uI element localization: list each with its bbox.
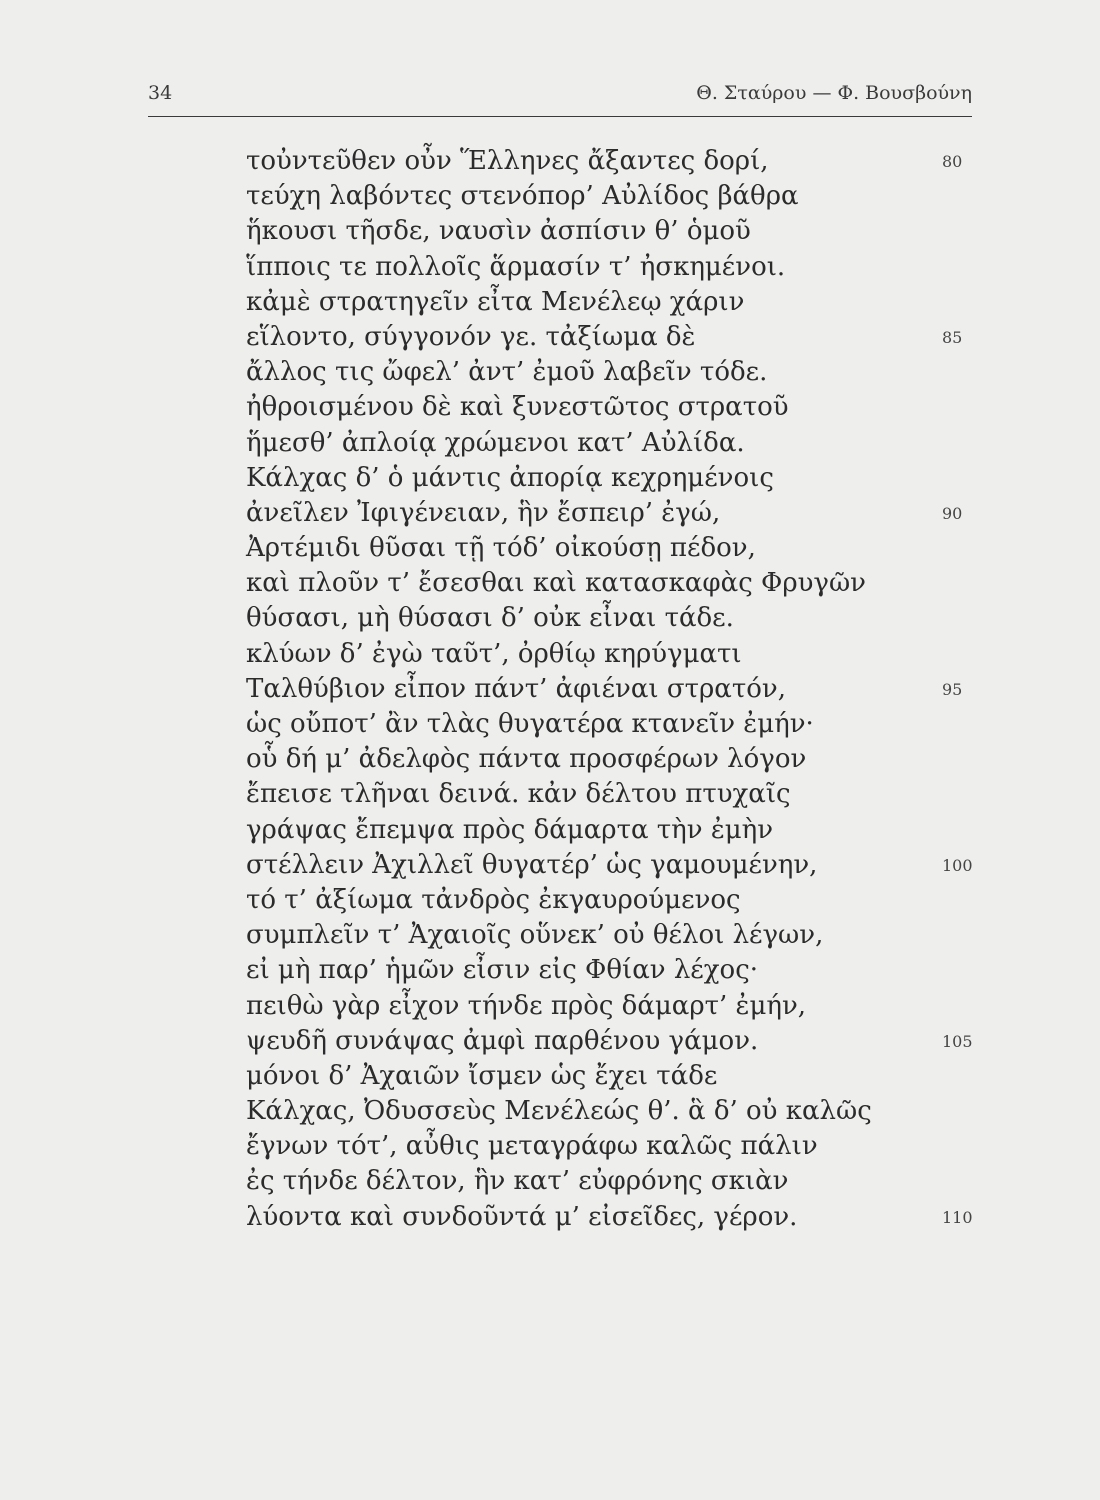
line-number: 100 <box>942 855 973 875</box>
verse-block <box>246 144 973 1235</box>
verse-line <box>246 320 966 355</box>
verse-line <box>246 777 966 812</box>
verse-line-text: τό τ’ ἀξίωμα τἀνδρὸς ἐκγαυρούμενος <box>246 884 741 915</box>
verse-line-text: στέλλειν Ἀχιλλεῖ θυγατέρ’ ὡς γαμουμένην, <box>246 849 818 880</box>
line-number: 90 <box>942 503 963 523</box>
verse-line-text: ἔγνων τότ’, αὖθις μεταγράφω καλῶς πάλιν <box>246 1131 818 1162</box>
verse-line-text: ἠθροισμένου δὲ καὶ ξυνεστῶτος στρατοῦ <box>246 392 789 423</box>
verse-line <box>246 496 966 531</box>
line-number: 95 <box>942 679 963 699</box>
line-number: 105 <box>942 1031 973 1051</box>
verse-line <box>246 426 966 461</box>
verse-line <box>246 1129 966 1164</box>
verse-line-text: Ταλθύβιον εἶπον πάντ’ ἀφιέναι στρατόν, <box>246 673 786 704</box>
verse-line <box>246 355 966 390</box>
verse-line <box>246 531 966 566</box>
verse-line <box>246 707 966 742</box>
verse-line-text: Ἀρτέμιδι θῦσαι τῇ τόδ’ οἰκούσῃ πέδον, <box>246 533 756 564</box>
verse-line <box>246 144 966 179</box>
verse-line-text: τεύχη λαβόντες στενόπορ’ Αὐλίδος βάθρα <box>246 181 799 212</box>
verse-line-text: οὗ δή μ’ ἀδελφὸς πάντα προσφέρων λόγον <box>246 744 807 775</box>
verse-line-text: εἵλοντο, σύγγονόν γε. τἀξίωμα δὲ <box>246 321 696 352</box>
running-head: Θ. Σταύρου — Φ. Βουσβούνη <box>696 82 972 104</box>
verse-line <box>246 601 966 636</box>
verse-line-text: τοὐντεῦθεν οὖν Ἕλληνες ἄξαντες δορί, <box>246 146 769 176</box>
verse-line <box>246 214 966 249</box>
verse-line-text: ψευδῆ συνάψας ἀμφὶ παρθένου γάμον. <box>246 1025 759 1056</box>
verse-line-text: λύοντα καὶ συνδοῦντά μ’ εἰσεῖδες, γέρον. <box>246 1201 798 1232</box>
verse-line-text: ἵπποις τε πολλοῖς ἅρμασίν τ’ ἠσκημένοι. <box>246 251 786 282</box>
verse-line-text: ἥμεσθ’ ἀπλοίᾳ χρώμενοι κατ’ Αὐλίδα. <box>246 427 745 458</box>
verse-line <box>246 637 966 672</box>
line-number: 80 <box>942 152 963 171</box>
verse-line-text: ἥκουσι τῆσδε, ναυσὶν ἀσπίσιν θ’ ὁμοῦ <box>246 216 751 247</box>
verse-line-text: γράψας ἔπεμψα πρὸς δάμαρτα τὴν ἐμὴν <box>246 814 774 845</box>
line-number: 85 <box>942 327 963 347</box>
verse-line-text: ἔπεισε τλῆναι δεινά. κἀν δέλτου πτυχαῖς <box>246 779 791 810</box>
verse-line <box>246 813 966 848</box>
verse-line-text: κἀμὲ στρατηγεῖν εἶτα Μενέλεῳ χάριν <box>246 286 745 317</box>
verse-line <box>246 989 966 1024</box>
verse-line <box>246 461 966 496</box>
verse-line <box>246 1200 973 1235</box>
verse-line <box>246 1164 966 1199</box>
verse-line <box>246 390 966 425</box>
verse-line <box>246 848 973 883</box>
verse-line <box>246 883 966 918</box>
verse-line-text: καὶ πλοῦν τ’ ἔσεσθαι καὶ κατασκαφὰς Φρυγῶν <box>246 568 866 599</box>
verse-line <box>246 1024 973 1059</box>
verse-line-text: θύσασι, μὴ θύσασι δ’ οὐκ εἶναι τάδε. <box>246 603 734 634</box>
verse-line <box>246 1094 966 1129</box>
page-header <box>148 82 972 114</box>
verse-line-text: Κάλχας δ’ ὁ μάντις ἀπορίᾳ κεχρημένοις <box>246 462 774 493</box>
verse-line-text: μόνοι δ’ Ἀχαιῶν ἴσμεν ὡς ἔχει τάδε <box>246 1060 718 1091</box>
verse-line-text: ἀνεῖλεν Ἰφιγένειαν, ἣν ἔσπειρ’ ἐγώ, <box>246 497 721 528</box>
verse-line-text: ὡς οὔποτ’ ἂν τλὰς θυγατέρα κτανεῖν ἐμήν· <box>246 709 814 739</box>
verse-line <box>246 672 966 707</box>
verse-line-text: Κάλχας, Ὀδυσσεὺς Μενέλεώς θ’. ἃ δ’ οὐ καλῶς <box>246 1096 872 1127</box>
verse-line-text: εἰ μὴ παρ’ ἡμῶν εἶσιν εἰς Φθίαν λέχος· <box>246 955 759 986</box>
verse-line <box>246 1059 966 1094</box>
verse-line <box>246 285 966 320</box>
line-number: 110 <box>942 1207 973 1227</box>
verse-line <box>246 179 966 214</box>
verse-line <box>246 742 966 777</box>
header-rule <box>148 116 972 117</box>
verse-line <box>246 918 966 953</box>
verse-line-text: ἄλλος τις ὤφελ’ ἀντ’ ἐμοῦ λαβεῖν τόδε. <box>246 357 768 388</box>
verse-line <box>246 953 966 988</box>
verse-line <box>246 250 966 285</box>
verse-line-text: ἐς τήνδε δέλτον, ἣν κατ’ εὐφρόνης σκιὰν <box>246 1166 789 1197</box>
verse-line-text: πειθὼ γὰρ εἶχον τήνδε πρὸς δάμαρτ’ ἐμήν, <box>246 990 807 1021</box>
verse-line-text: κλύων δ’ ἐγὼ ταῦτ’, ὀρθίῳ κηρύγματι <box>246 638 742 669</box>
verse-line <box>246 566 966 601</box>
verse-line-text: συμπλεῖν τ’ Ἀχαιοῖς οὕνεκ’ οὐ θέλοι λέγων, <box>246 920 824 951</box>
page-number: 34 <box>148 82 173 104</box>
